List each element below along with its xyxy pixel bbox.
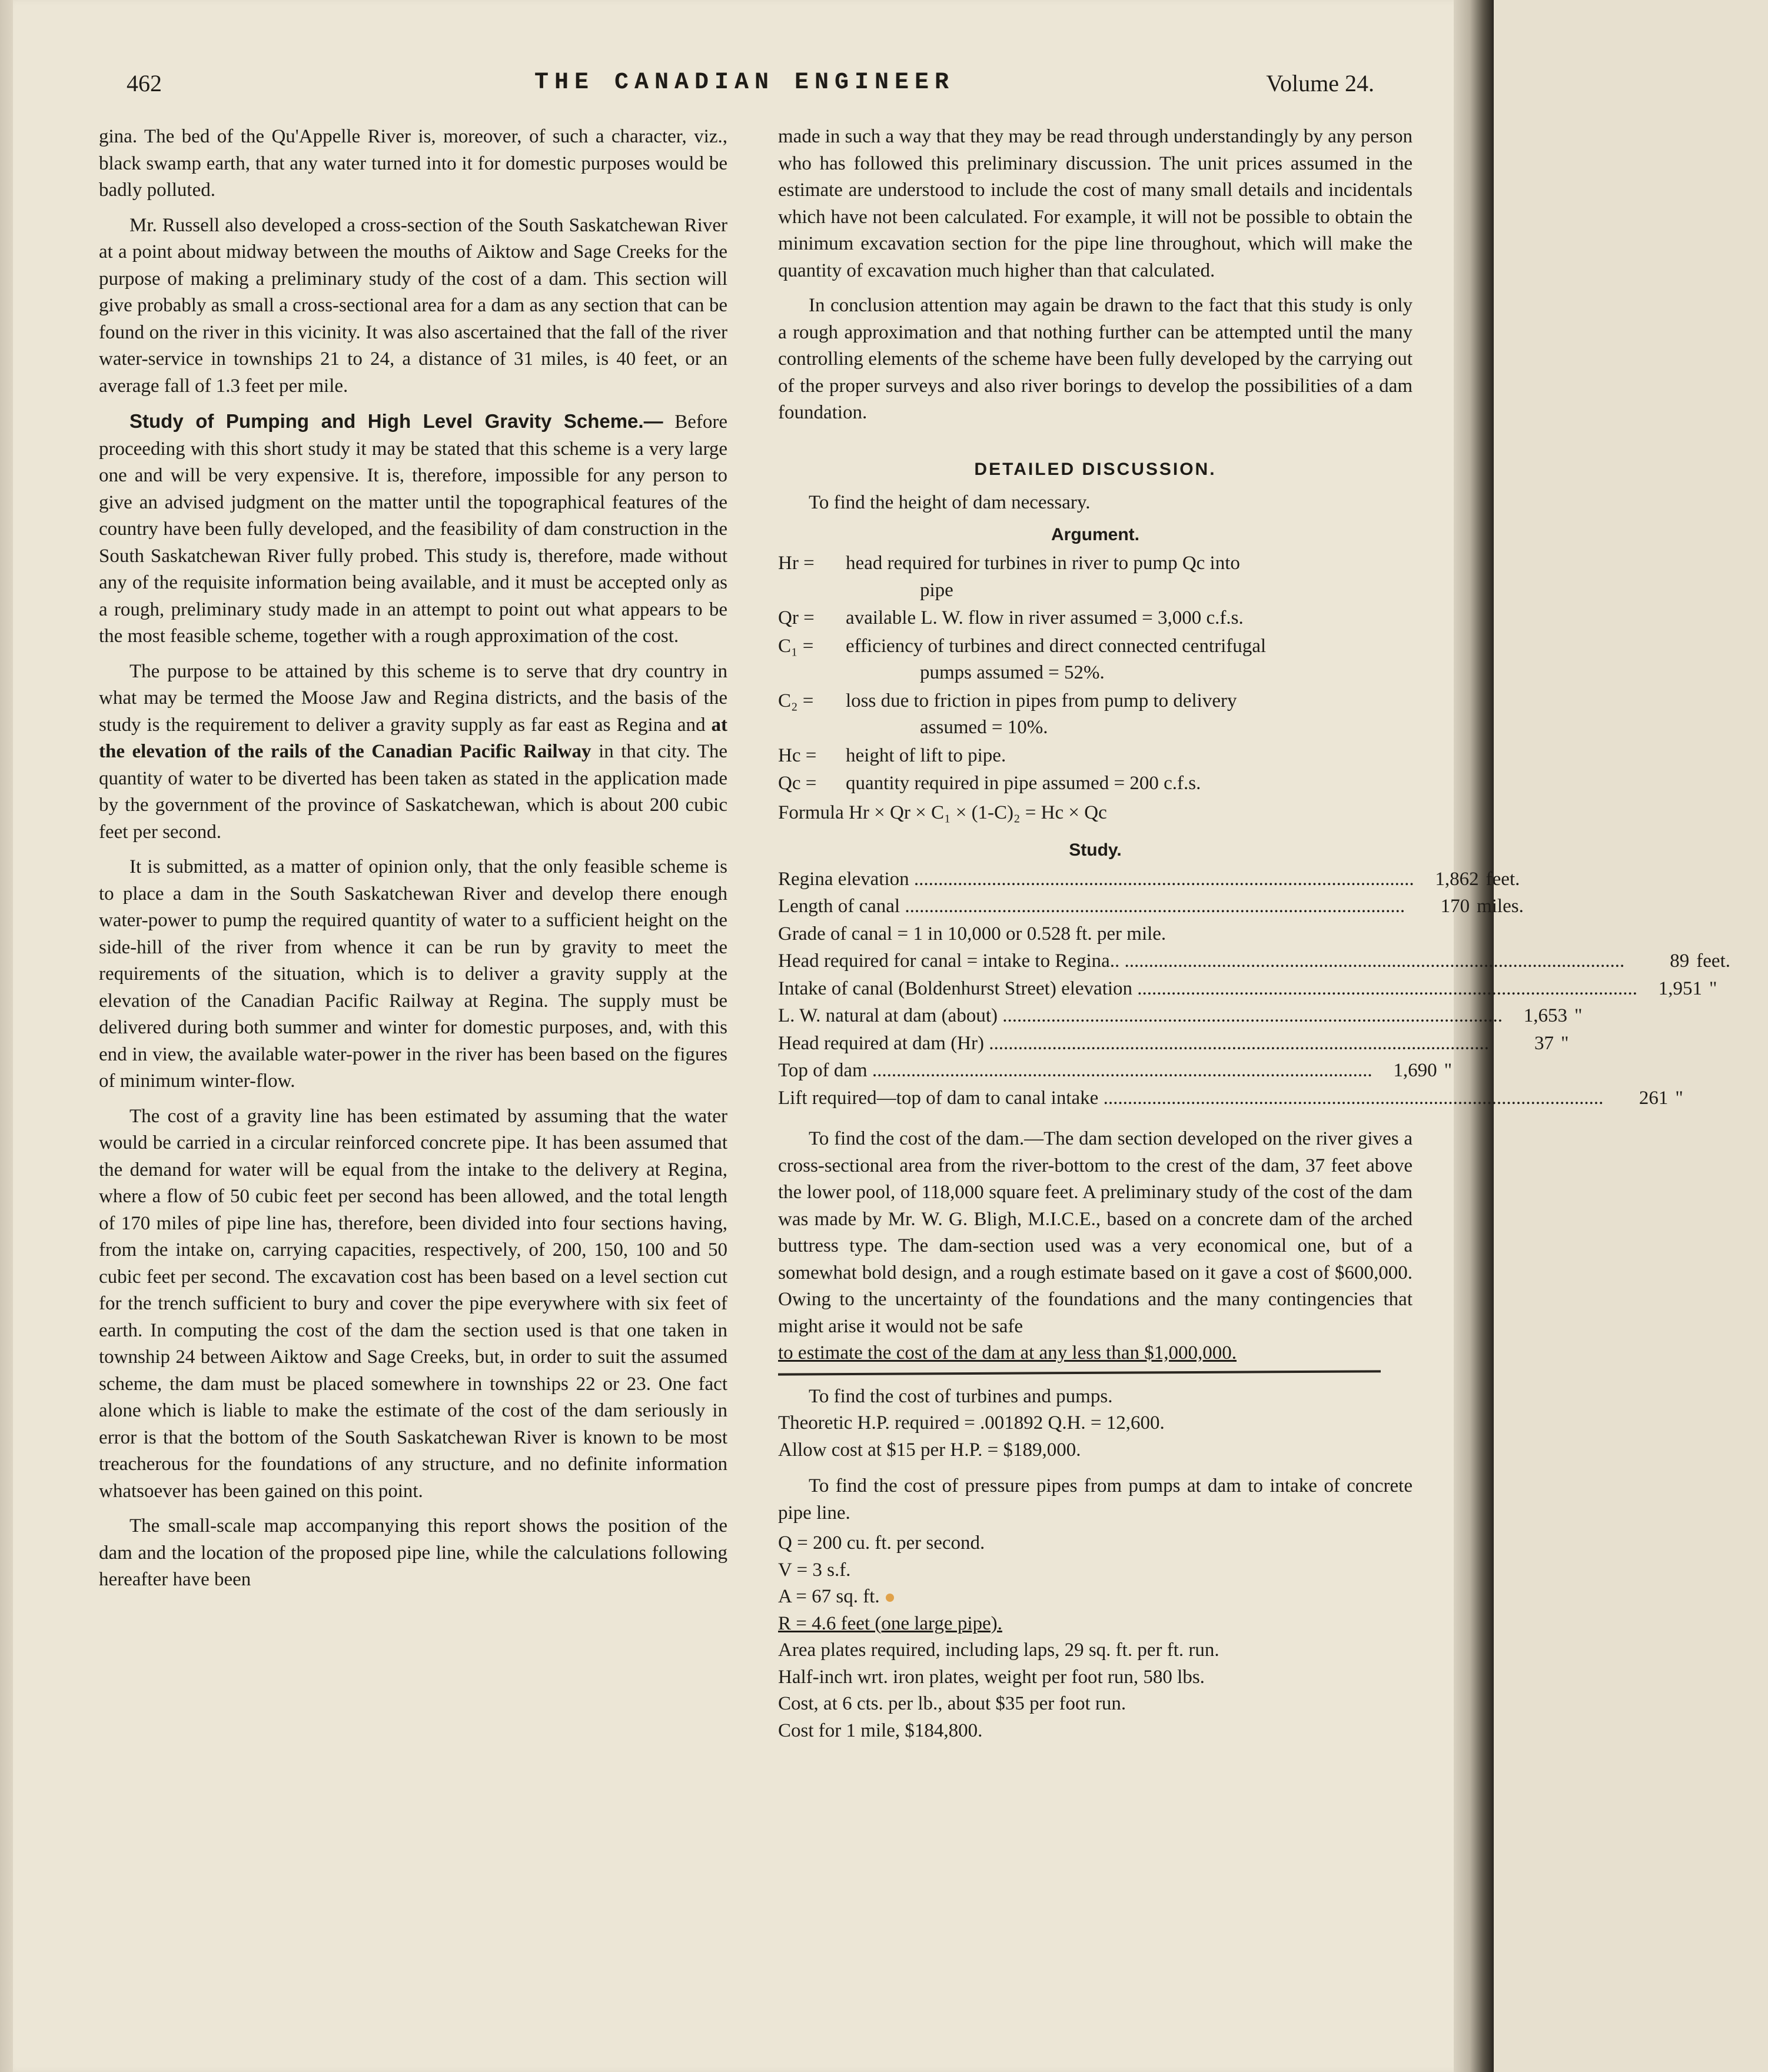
definition-row (778, 770, 1413, 797)
turbines-intro: To find the cost of turbines and pumps. (809, 1385, 1113, 1407)
definition-row (778, 633, 1413, 687)
study-unit: " (1444, 1060, 1453, 1081)
paragraph-text: Before proceeding with this short study it may be stated that this scheme is a very large one and will be very expensive. It is, therefore, impossible for any person to give an advised judgment on the matter until the topographical features of the country have been fully developed, and the feasibility of dam construction in the South Saskatchewan River fully probed. This study is, therefore, made without any of the requisite information being available, and it must be accepted only as a rough, preliminary study made in an attempt to point out what appears to be the most feasible scheme, together with a rough approximation of the cost. (99, 411, 728, 647)
definition-continuation: pipe (920, 579, 953, 601)
study-label: L. W. natural at dam (about) ..... (778, 1003, 1503, 1030)
study-value: 1,862 (1435, 868, 1479, 890)
right-column (778, 124, 1730, 1744)
study-row (778, 893, 1524, 920)
study-row (778, 866, 1520, 893)
definition-text-line: head required for turbines in river to pump Qc into (846, 553, 1240, 574)
running-header (115, 69, 1374, 105)
paragraph: In conclusion attention may again be drawn to the fact that this study is only a rough approximation and that nothing further can be attempted until the many controlling elements of the scheme have been fully developed by the carrying out of the proper surveys and also river borings to develop the possibilities of a dam foundation. (778, 295, 1413, 423)
pipe-value: A = 67 sq. ft. (778, 1586, 880, 1607)
study-label: Lift required—top of dam to canal intake ..... (778, 1085, 1603, 1112)
paragraph: To find the cost of the dam.—The dam section developed on the river gives a cross-sectional area from the river-bottom to the crest of the dam, 37 feet above the lower pool, of 118,000 square feet. A preliminary study of the cost of the dam was made by Mr. W. G. Bligh, M.I.C.E., based on a concrete dam of the arched buttress type. The dam-section used was a very economical one, but of a somewhat bold design, and a rough estimate based on it gave a cost of $600,000. Owing to the uncertainty of the foundations and the many contingencies that might arise it would not be safe (778, 1128, 1413, 1337)
calc-line: Allow cost at $15 per H.P. = $189,000. (778, 1439, 1081, 1461)
definition-symbol: C₁ = (778, 635, 814, 657)
definition-symbol: Qr = (778, 607, 815, 628)
definition-text: available L. W. flow in river assumed = 3,000 c.f.s. (846, 607, 1244, 628)
study-value: 1,951 (1658, 977, 1703, 999)
paragraph: Mr. Russell also developed a cross-section of the South Saskatchewan River at a point about midway between the mouths of Aiktow and Sage Creeks for the purpose of making a preliminary study of the cost of a dam. This section will give probably as small a cross-sectional area for a dam as any section that can be found on the river in this vicinity. It was also ascertained that the fall of the river water-service in townships 21 to 24, a distance of 31 miles, is 40 feet, or an average fall of 1.3 feet per mile. (99, 214, 727, 397)
study-unit: feet. (1696, 950, 1730, 972)
study-unit: " (1675, 1087, 1683, 1109)
study-row (778, 921, 1413, 948)
left-column (99, 124, 727, 1594)
paragraph (99, 408, 727, 650)
definition-row (778, 688, 1413, 741)
paragraph: The small-scale map accompanying this report shows the position of the dam and the location of the proposed pipe line, while the calculations following hereafter have been (99, 1515, 727, 1590)
study-row (778, 1003, 1583, 1030)
definition-text (846, 633, 1413, 687)
volume-label: Volume 24. (1266, 70, 1374, 97)
study-value: 1,653 (1523, 1005, 1567, 1026)
study-row (778, 1057, 1453, 1085)
calc-line: Theoretic H.P. required = .001892 Q.H. = 12,600. (778, 1412, 1165, 1434)
detailed-discussion-heading: DETAILED DISCUSSION. (974, 459, 1217, 479)
study-value: 37 (1534, 1032, 1554, 1054)
study-value: 261 (1639, 1087, 1669, 1109)
study-unit: feet. (1485, 868, 1520, 890)
study-label: Intake of canal (Boldenhurst Street) elevation ..... (778, 976, 1637, 1003)
study-label: Grade of canal = 1 in 10,000 or 0.528 ft. per mile. (778, 923, 1167, 944)
final-line: Half-inch wrt. iron plates, weight per foot run, 580 lbs. (778, 1666, 1205, 1688)
final-line: Cost, at 6 cts. per lb., about $35 per foot run. (778, 1693, 1126, 1714)
study-row (778, 976, 1717, 1003)
paragraph: It is submitted, as a matter of opinion only, that the only feasible scheme is to place a dam in the South Saskatchewan River and develop there enough water-power to pump the required quantity of water to a sufficient height on the side-hill of the river from whence it can be run by gravity to meet the requirements of the situation, which is to deliver a gravity supply at the elevation of the Canadian Pacific Railway at Regina. The supply must be delivered during both summer and winter for domestic purposes, and, with this end in view, the available water-power in the river has been based on the figures of minimum winter-flow. (99, 856, 727, 1092)
argument-heading: Argument. (1051, 524, 1139, 544)
definition-text: height of lift to pipe. (846, 744, 1006, 766)
study-row (778, 1085, 1683, 1112)
formula-line: Formula Hr × Qr × C₁ × (1-C)₂ = Hc × Qc (778, 801, 1107, 823)
paragraph-text: The purpose to be attained by this scheme is to serve that dry country in what may be termed the Moose Jaw and Regina districts, and the basis of the study is the requirement to deliver a gravity supply as far east as Regina and (99, 660, 727, 736)
study-row (778, 948, 1730, 975)
pipe-value: V = 3 s.f. (778, 1559, 851, 1581)
study-label: Top of dam ..... (778, 1057, 1372, 1085)
definition-row (778, 743, 1413, 770)
definition-symbol: C₂ = (778, 690, 814, 711)
definition-symbol: Qc = (778, 773, 817, 794)
definition-text: quantity required in pipe assumed = 200 c.f.s. (846, 773, 1201, 794)
definition-symbol: Hc = (778, 744, 817, 766)
study-heading: Study. (1069, 840, 1122, 860)
study-value: 170 (1440, 896, 1470, 917)
study-unit: " (1561, 1032, 1569, 1054)
definition-row (778, 550, 1413, 604)
definition-row (778, 605, 1413, 632)
definition-continuation: pumps assumed = 52%. (920, 662, 1105, 683)
pipes-intro: To find the cost of pressure pipes from pumps at dam to intake of concrete pipe line. (778, 1475, 1413, 1524)
definition-text-line: efficiency of turbines and direct connected centrifugal (846, 635, 1267, 657)
definition-continuation: assumed = 10%. (920, 717, 1048, 738)
study-row (778, 1030, 1569, 1057)
pipe-value-row (778, 1584, 1413, 1611)
intro-line: To find the height of dam necessary. (809, 492, 1091, 513)
page-number: 462 (127, 70, 162, 97)
study-label: Head required for canal = intake to Regina.. ..... (778, 948, 1624, 975)
study-unit: miles. (1477, 896, 1524, 917)
study-value: 89 (1670, 950, 1690, 972)
paragraph: gina. The bed of the Qu'Appelle River is, moreover, of such a character, viz., black swamp earth, that any water turned into it for domestic purposes would be badly polluted. (99, 126, 727, 201)
study-table (778, 866, 1730, 1112)
definition-text (846, 550, 1413, 604)
pipe-value: R = 4.6 feet (one large pipe). (778, 1612, 1002, 1634)
paragraph: The cost of a gravity line has been estimated by assuming that the water would be carried in a circular reinforced concrete pipe. It has been assumed that the demand for water will be equal from the intake to the delivery at Regina, where a flow of 50 cubic feet per second has been allowed, and the total length of 170 miles of pipe line has, therefore, been divided into four sections having, from the intake on, carrying capacities, respectively, of 200, 150, 100 and 50 cubic feet per second. The excavation cost has been based on a level section cut for the trench sufficient to bury and cover the pipe everywhere with six feet of earth. In computing the cost of the dam the section used is that one taken in township 24 between Aiktow and Sage Creeks, but, in order to suit the assumed scheme, the dam must be placed somewhere in townships 22 or 23. One fact alone which is liable to make the estimate of the cost of the dam seriously in error is that the bottom of the South Saskatchewan River is known to be most treacherous for the foundations of any structure, and no definite information whatsoever has been gained on this point. (99, 1105, 727, 1502)
study-label: Head required at dam (Hr) ..... (778, 1030, 1489, 1057)
definition-list (778, 550, 1413, 826)
study-label: Length of canal ..... (778, 893, 1405, 920)
paragraph: made in such a way that they may be read through understandingly by any person who has followed this preliminary discussion. The unit prices assumed in the estimate are understood to include the cost of many small details and incidentals which have not been calculated. For example, it will not be possible to obtain the minimum excavation section for the pipe line throughout, which will make the quantity of excavation much higher than that calculated. (778, 126, 1413, 281)
definition-text-line: loss due to friction in pipes from pump to delivery (846, 690, 1237, 711)
section-heading: Study of Pumping and High Level Gravity Scheme.— (129, 410, 663, 432)
paragraph-text: in that city. The quantity of water to be diverted has been taken as stated in the application made by the government of the province of Saskatchewan, which is about 200 cubic feet per second. (99, 741, 728, 843)
study-label: Regina elevation ..... (778, 866, 1414, 893)
hand-drawn-rule (778, 1370, 1381, 1375)
final-line: Cost for 1 mile, $184,800. (778, 1720, 983, 1741)
study-unit: " (1574, 1005, 1583, 1026)
paragraph-text-bold: at the elevation of the rails of the Canadian Pacific Railway (99, 714, 728, 762)
study-value: 1,690 (1393, 1060, 1437, 1081)
definition-symbol: Hr = (778, 553, 815, 574)
paragraph (99, 658, 727, 846)
definition-text (846, 688, 1413, 741)
final-line: Area plates required, including laps, 29 sq. ft. per ft. run. (778, 1639, 1219, 1661)
paragraph-last-line: to estimate the cost of the dam at any less than $1,000,000. (778, 1342, 1237, 1363)
page-binding (0, 0, 13, 2072)
pipe-value: Q = 200 cu. ft. per second. (778, 1532, 985, 1554)
journal-title: THE CANADIAN ENGINEER (534, 69, 955, 96)
ink-dot-mark (886, 1594, 894, 1602)
study-unit: " (1709, 977, 1717, 999)
